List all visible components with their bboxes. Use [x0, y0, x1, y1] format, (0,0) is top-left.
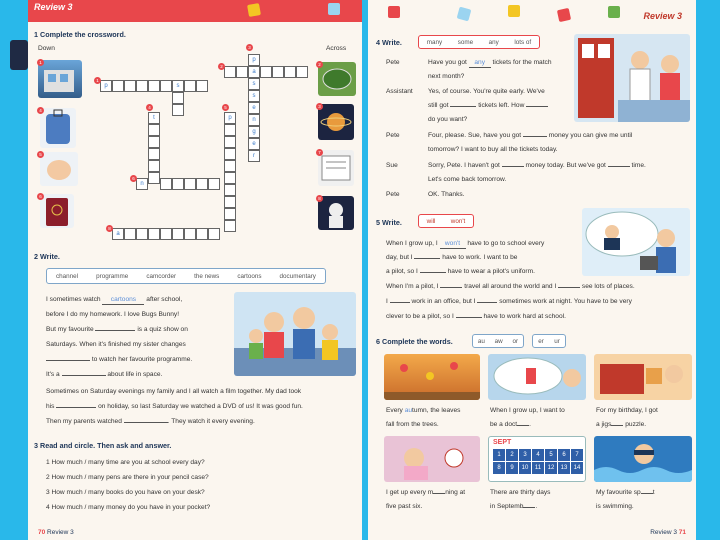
clue-number: 1 [94, 77, 101, 84]
calendar-day: 6 [558, 449, 570, 461]
page-number: Review 3 71 [650, 529, 686, 536]
crossword-cell[interactable] [260, 66, 272, 78]
pilot-dream-picture [582, 208, 690, 276]
word-option: camcorder [146, 272, 177, 280]
calendar-day: 10 [519, 462, 531, 474]
text-line: I sometimes watch cartoons after school, [46, 296, 183, 303]
word-option: many [426, 38, 443, 46]
question-item: 4 How much / many money do you have in your pocket? [46, 504, 211, 511]
clue-number: 1 [37, 59, 44, 66]
crossword-cell[interactable]: e [248, 102, 260, 114]
crossword-cell[interactable] [148, 136, 160, 148]
speaker-name: Assistant [386, 88, 413, 95]
answer-blank[interactable] [477, 302, 497, 303]
word-option: channel [56, 272, 79, 280]
newspaper-picture [318, 150, 354, 186]
crossword-cell[interactable] [184, 80, 196, 92]
word-box [418, 35, 540, 49]
caption: fall from the trees. [386, 421, 439, 428]
page-edge [0, 78, 28, 540]
word-option: cartoons [237, 272, 262, 280]
crossword-cell[interactable] [224, 172, 236, 184]
answer-blank[interactable] [46, 360, 90, 361]
calendar-day: 7 [571, 449, 583, 461]
answer-blank[interactable] [414, 258, 440, 259]
crossword-cell[interactable] [208, 178, 220, 190]
planet-picture [318, 104, 354, 140]
answer-blank[interactable]: any [469, 58, 491, 68]
answer-blank[interactable]: cartoons [102, 295, 144, 305]
crossword-cell[interactable] [224, 148, 236, 160]
question-item: 1 How much / many time are you at school every day? [46, 459, 205, 466]
exercise-3-title: 3 Read and circle. Then ask and answer. [34, 441, 172, 450]
word-option: any [488, 38, 499, 46]
crossword-cell[interactable]: n [136, 178, 148, 190]
clue-number: 5 [222, 104, 229, 111]
calendar-day: 14 [571, 462, 583, 474]
crossword-cell[interactable]: p [248, 54, 260, 66]
answer-blank[interactable] [56, 407, 96, 408]
caption: be a doct . [490, 421, 531, 428]
crossword-cell[interactable] [224, 184, 236, 196]
word-option: some [457, 38, 474, 46]
word-option: lots of [514, 38, 532, 46]
crossword-cell[interactable] [196, 80, 208, 92]
crossword-cell[interactable] [160, 178, 172, 190]
calendar-day: 1 [493, 449, 505, 461]
crossword-cell[interactable] [224, 124, 236, 136]
exercise-1-title: 1 Complete the crossword. [34, 30, 126, 39]
answer-blank[interactable] [558, 287, 580, 288]
crossword-cell[interactable]: r [248, 150, 260, 162]
crossword-cell[interactable] [284, 66, 296, 78]
word-option: documentary [279, 272, 316, 280]
crossword-cell[interactable] [136, 228, 148, 240]
calendar-day: 8 [493, 462, 505, 474]
letter-group-box [532, 334, 566, 348]
clue-number: 4 [146, 104, 153, 111]
crossword-cell[interactable] [160, 228, 172, 240]
dialogue-line: Sorry, Pete. I haven't got money today. But we've got time. [428, 162, 646, 169]
exercise-5-title: 5 Write. [376, 218, 402, 227]
edge-tab [10, 40, 28, 70]
down-label: Down [38, 45, 55, 52]
crossword-cell[interactable] [296, 66, 308, 78]
crossword-cell[interactable] [196, 228, 208, 240]
clue-number: 6 [37, 193, 44, 200]
answer-blank[interactable] [450, 106, 476, 107]
text-line: Saturdays. When it's finished my sister changes [46, 341, 186, 348]
answer-blank[interactable] [440, 287, 462, 288]
decor-icon [608, 6, 620, 18]
doctor-picture [488, 354, 586, 400]
caption: I get up every m ning at [386, 489, 466, 496]
crossword-cell[interactable] [172, 104, 184, 116]
jigsaw-picture [594, 354, 692, 400]
text-line: his on holiday, so last Saturday we watched a DVD of us! It was good fun. [46, 403, 303, 410]
crossword-cell[interactable] [172, 178, 184, 190]
calendar-day: 13 [558, 462, 570, 474]
clue-number: 5 [37, 151, 44, 158]
crossword-cell[interactable] [272, 66, 284, 78]
clue-number: 7 [316, 149, 323, 156]
word-option: won't [450, 217, 466, 225]
dialogue-line: Four, please. Sue, have you got money you can give me until [428, 132, 633, 139]
astronaut-picture [318, 196, 354, 230]
crossword-cell[interactable]: p [224, 112, 236, 124]
calendar-day: 2 [506, 449, 518, 461]
text-line: I work in an office, but I sometimes work at night. You have to be very [386, 298, 632, 305]
answer-blank[interactable] [433, 493, 445, 494]
answer-blank[interactable] [523, 507, 535, 508]
text-line: before I do my homework. I love Bugs Bunny! [46, 311, 180, 318]
page-header: Review 3 [34, 2, 73, 12]
calendar-day: 12 [545, 462, 557, 474]
crossword-cell[interactable]: s [248, 78, 260, 90]
decor-icon [557, 8, 571, 22]
crossword-cell[interactable] [224, 66, 236, 78]
text-line: Sometimes on Saturday evenings my family and I all watch a film together. My dad took [46, 388, 302, 395]
crossword-cell[interactable]: p [100, 80, 112, 92]
dialogue-line: Let's come back tomorrow. [428, 176, 507, 183]
word-option: will [426, 217, 436, 225]
calendar-day: 11 [532, 462, 544, 474]
crossword-cell[interactable]: a [112, 228, 124, 240]
page-number: 70 Review 3 [38, 529, 74, 536]
calendar-days [493, 449, 583, 474]
crossword-cell[interactable] [224, 208, 236, 220]
header-band [28, 0, 362, 22]
autumn-picture [384, 354, 480, 400]
clue-number: 3 [246, 44, 253, 51]
answer-blank[interactable] [62, 375, 106, 376]
ticket-shop-picture [574, 34, 690, 122]
word-option: programme [96, 272, 129, 280]
question-item: 2 How much / many pens are there in your pencil case? [46, 474, 209, 481]
family-tv-picture [234, 292, 356, 376]
letter-option: au [477, 337, 485, 345]
crossword-cell[interactable]: s [248, 90, 260, 102]
crossword-cell[interactable] [148, 148, 160, 160]
text-line: a pilot, so I have to wear a pilot's uniform. [386, 268, 535, 275]
crossword-cell[interactable]: a [248, 66, 260, 78]
crossword-cell[interactable]: t [148, 112, 160, 124]
text-line: clever to be a pilot, so I have to work hard at school. [386, 313, 566, 320]
dialogue-line: Yes, of course. You're quite early. We've [428, 88, 545, 95]
crossword-cell[interactable] [160, 80, 172, 92]
crossword-cell[interactable] [148, 228, 160, 240]
dialogue-line: do you want? [428, 116, 468, 123]
answer-blank[interactable] [641, 493, 653, 494]
caption: There are thirty days [490, 489, 551, 496]
word-option: the news [194, 272, 220, 280]
page-header: Review 3 [639, 10, 686, 22]
letter-option: aw [494, 337, 503, 345]
letter-option: er [538, 337, 544, 345]
crossword-cell[interactable] [224, 136, 236, 148]
dialogue-line: still got tickets left. How [428, 101, 548, 110]
calendar-month: SEPT [493, 439, 512, 446]
crossword-cell[interactable] [148, 80, 160, 92]
answer-blank[interactable] [608, 166, 630, 167]
clue-number: 3 [316, 103, 323, 110]
clue-number: 2 [218, 63, 225, 70]
crossword-cell[interactable] [224, 196, 236, 208]
caption: For my birthday, I got [596, 407, 658, 414]
calendar-day: 5 [545, 449, 557, 461]
answer-blank[interactable] [523, 136, 547, 137]
answer-blank[interactable] [611, 425, 623, 426]
caption: Every autumn, the leaves [386, 407, 461, 414]
clue-number: 4 [37, 107, 44, 114]
text-line: But my favourite is a quiz show on [46, 326, 188, 333]
crossword-cell[interactable] [124, 228, 136, 240]
crossword-cell[interactable]: g [248, 126, 260, 138]
exercise-2-title: 2 Write. [34, 252, 60, 261]
letter-option: ur [554, 337, 560, 345]
decor-icon [508, 5, 520, 17]
clue-number: 8 [316, 195, 323, 202]
crossword-cell[interactable]: e [248, 138, 260, 150]
left-page [28, 0, 362, 540]
crossword-cell[interactable] [136, 80, 148, 92]
crossword-cell[interactable] [196, 178, 208, 190]
crossword-cell[interactable] [172, 228, 184, 240]
exercise-6-title: 6 Complete the words. [376, 337, 453, 346]
suitcase-picture [40, 108, 76, 148]
crossword-cell[interactable]: n [248, 114, 260, 126]
text-line: to watch her favourite programme. [46, 355, 192, 364]
exercise-4-title: 4 Write. [376, 38, 402, 47]
crossword-cell[interactable] [208, 228, 220, 240]
crossword-cell[interactable] [124, 80, 136, 92]
alarm-clock-picture [384, 436, 480, 482]
dialogue-line: tomorrow? I want to buy all the tickets today. [428, 146, 558, 153]
word-box [418, 214, 474, 228]
calendar-day: 4 [532, 449, 544, 461]
answer-blank[interactable] [390, 302, 410, 303]
caption: is swimming. [596, 503, 634, 510]
caption: My favourite sp t [596, 489, 655, 496]
clue-number: 6 [130, 175, 137, 182]
answer-blank[interactable] [456, 317, 482, 318]
dialogue-line: next month? [428, 73, 465, 80]
word-box [46, 268, 326, 284]
text-line: When I'm a pilot, I travel all around the world and I see lots of places. [386, 283, 635, 290]
clue-number: 2 [316, 61, 323, 68]
answer-blank[interactable] [526, 106, 548, 107]
crossword-cell[interactable] [184, 178, 196, 190]
crossword-cell[interactable] [224, 160, 236, 172]
answer-blank[interactable] [420, 272, 446, 273]
speaker-name: Pete [386, 59, 400, 66]
clue-number: 8 [106, 225, 113, 232]
crossword-cell[interactable] [224, 220, 236, 232]
text-line: day, but I have to work. I want to be [386, 254, 518, 261]
text-line: Then my parents watched . They watch it every evening. [46, 418, 255, 425]
crossword-cell[interactable] [172, 92, 184, 104]
across-label: Across [326, 45, 347, 52]
calendar-day: 9 [506, 462, 518, 474]
answer-blank[interactable] [95, 330, 135, 331]
calendar-picture [488, 436, 586, 482]
answer-blank[interactable] [502, 166, 524, 167]
crossword-cell[interactable]: s [172, 80, 184, 92]
crossword-cell[interactable] [184, 228, 196, 240]
answer-blank[interactable] [124, 422, 168, 423]
letter-group-box [472, 334, 524, 348]
caption: When I grow up, I want to [490, 407, 565, 414]
question-item: 3 How much / many books do you have on your desk? [46, 489, 205, 496]
answer-blank[interactable] [517, 425, 529, 426]
letter-option: or [512, 337, 519, 345]
dialogue-line: Have you got any tickets for the match [428, 59, 552, 66]
decor-icon [328, 3, 340, 15]
crossword-cell[interactable] [112, 80, 124, 92]
calendar-day: 3 [519, 449, 531, 461]
answer-blank[interactable]: won't [440, 239, 466, 249]
crossword-cell[interactable] [148, 124, 160, 136]
caption: a jigs puzzle. [596, 421, 647, 428]
text-line: When I grow up, I won't have to go to school every [386, 240, 545, 247]
train-picture [38, 60, 82, 98]
caption: five past six. [386, 503, 423, 510]
text-line: It's a about life in space. [46, 371, 163, 378]
swimming-picture [594, 436, 692, 482]
speaker-name: Sue [386, 162, 398, 169]
caption: in Septemb . [490, 503, 538, 510]
passport-picture [40, 194, 74, 228]
speaker-name: Pete [386, 191, 400, 198]
crossword-cell[interactable] [236, 66, 248, 78]
hand-picture [40, 152, 78, 186]
right-page [368, 0, 696, 540]
crossword-cell[interactable] [148, 160, 160, 172]
dialogue-line: OK. Thanks. [428, 191, 465, 198]
decor-icon [247, 3, 261, 17]
crossword-cell[interactable] [148, 172, 160, 184]
speaker-name: Pete [386, 132, 400, 139]
decor-icon [388, 6, 400, 18]
stadium-picture [318, 62, 356, 96]
